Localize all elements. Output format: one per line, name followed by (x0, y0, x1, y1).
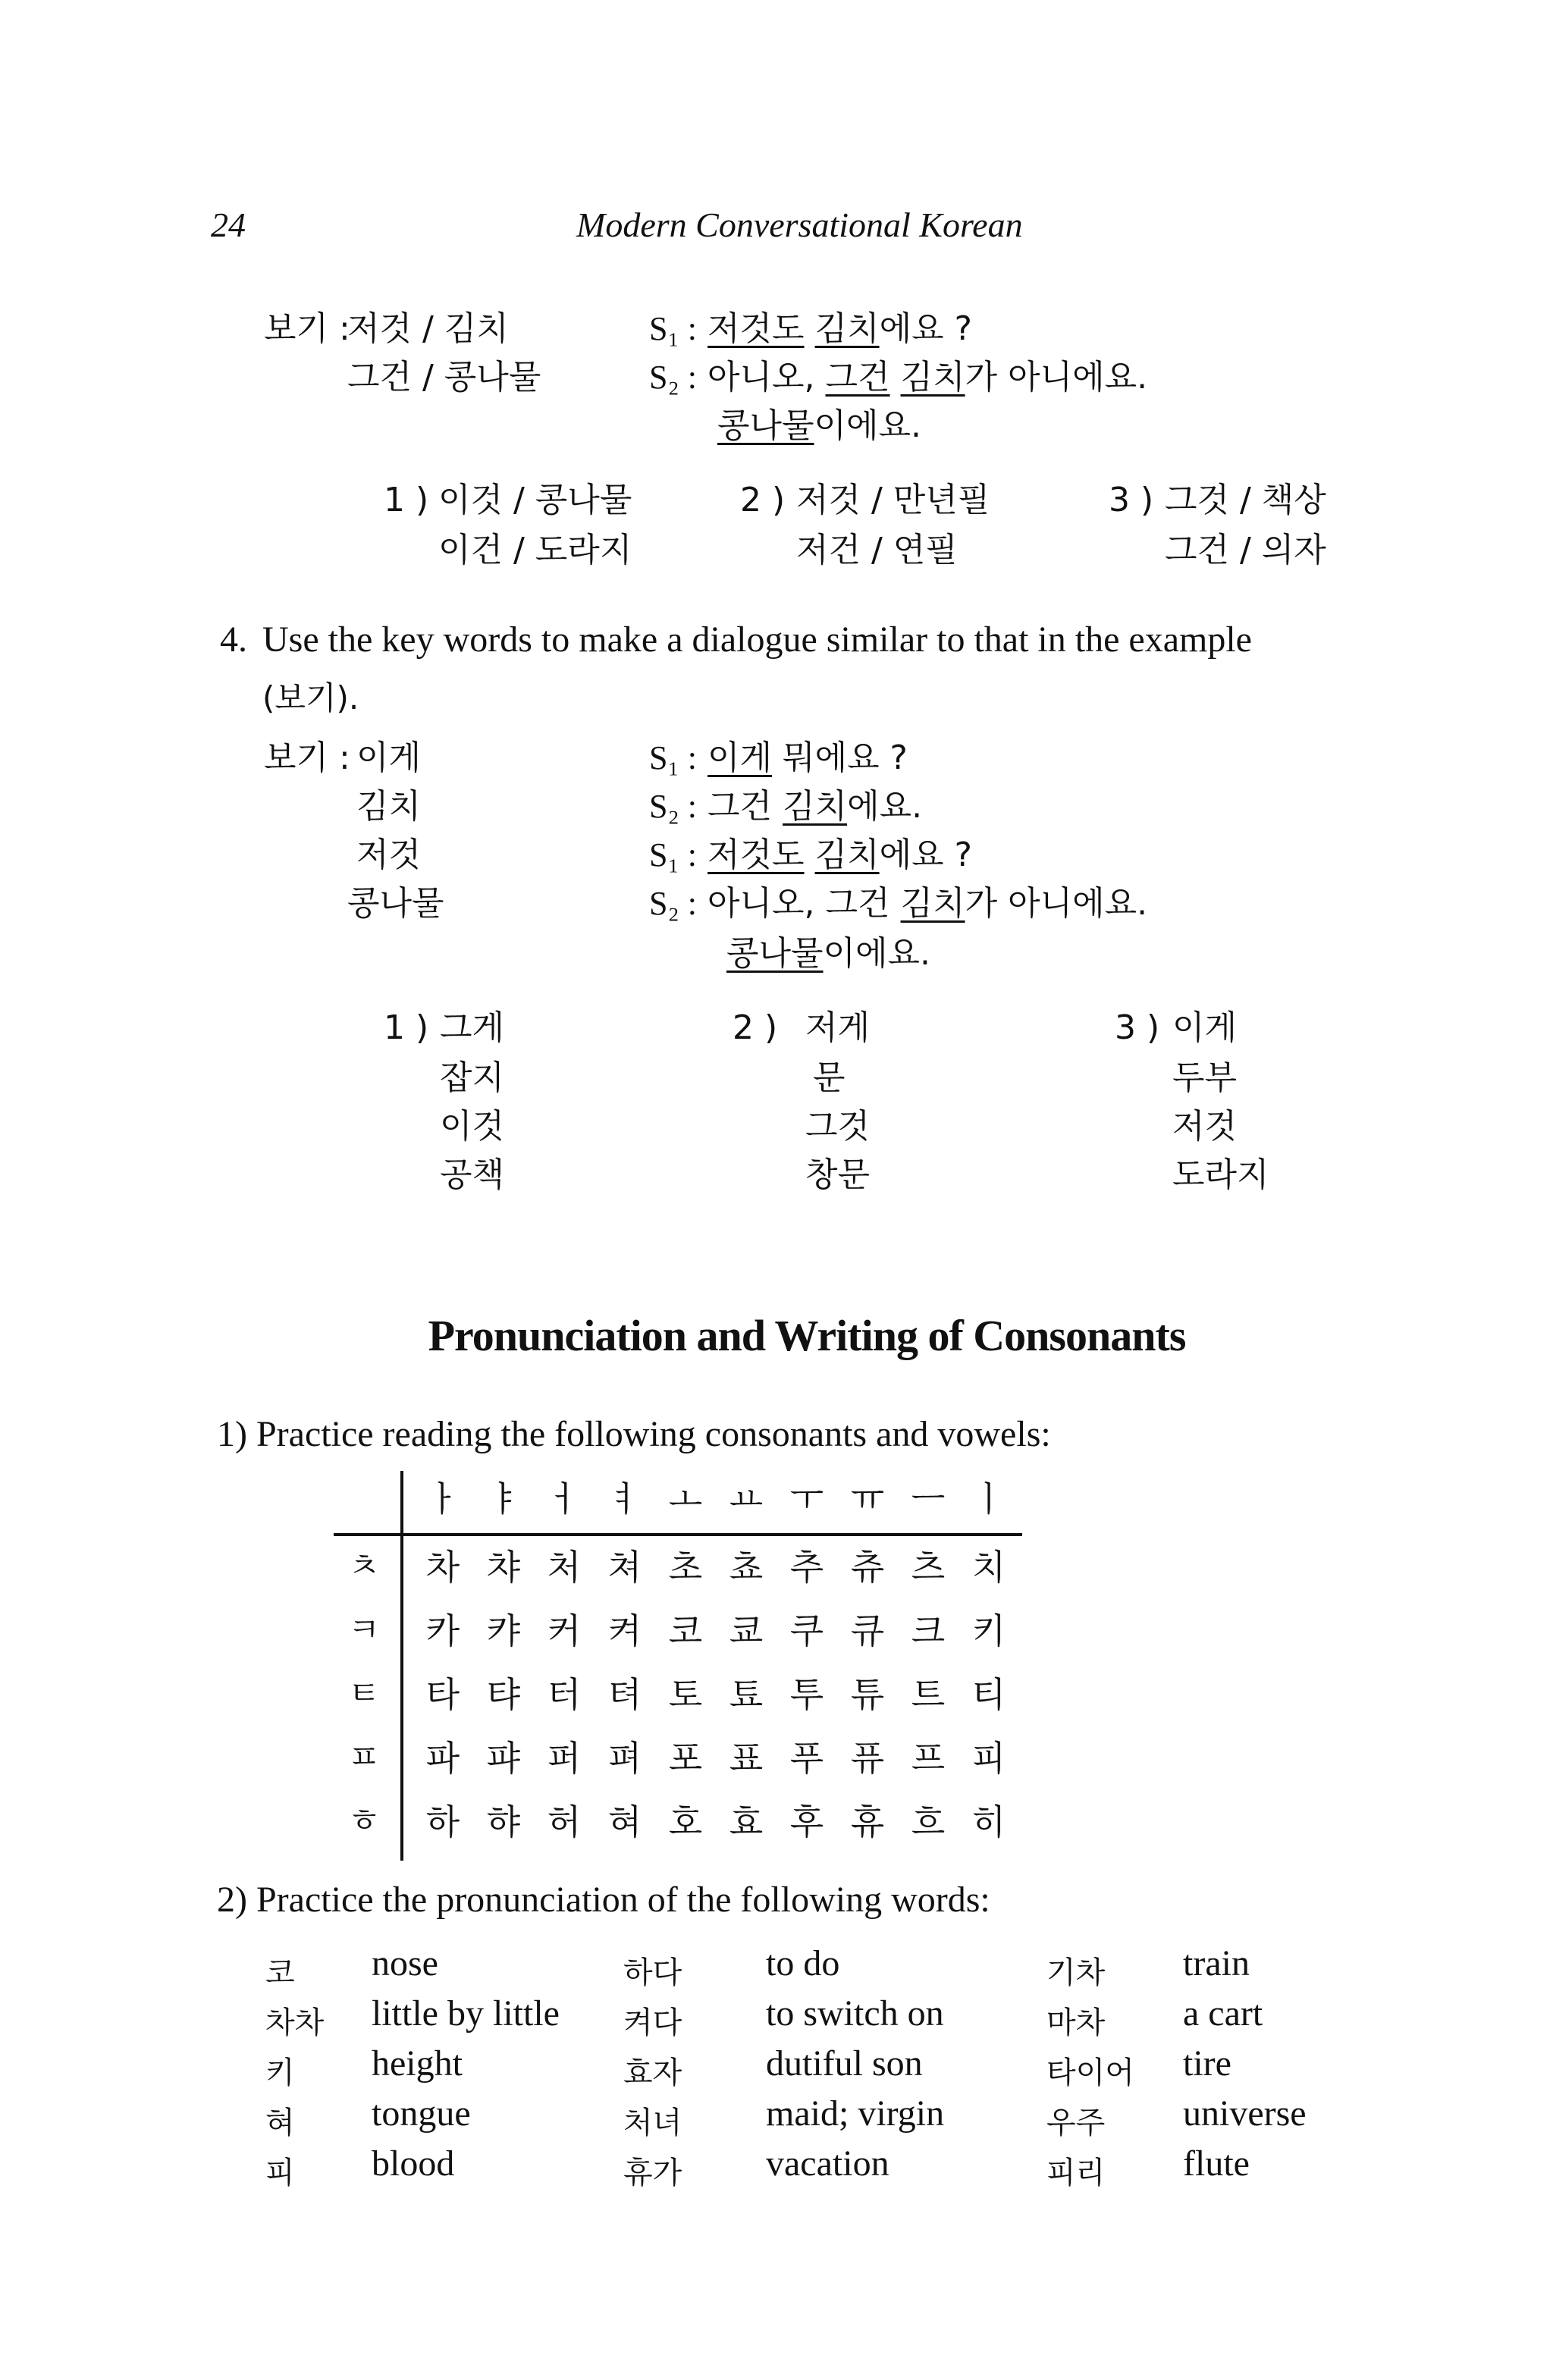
vocab-korean: 타이어 (1046, 2055, 1134, 2090)
syllable-cell: 히 (971, 1801, 1006, 1842)
vocab-english: train (1183, 1943, 1250, 1983)
vocab-english: flute (1183, 2143, 1250, 2184)
vocab-korean: 휴가 (623, 2156, 682, 2190)
text-fragment: 에요. (847, 787, 923, 826)
syllable-cell: 퓨 (850, 1738, 885, 1779)
ex4-item-1-word-2: 잡지 (440, 1058, 505, 1097)
syllable-cell: 티 (971, 1674, 1006, 1715)
syllable-cell: 허 (547, 1801, 582, 1842)
syllable-cell: 쿠 (789, 1610, 824, 1651)
syllable-cell: 피 (971, 1738, 1006, 1779)
vocab-korean: 코 (265, 1955, 295, 1990)
ex4-item-2-word-2: 문 (813, 1058, 846, 1097)
text-fragment: 이에요. (823, 934, 931, 973)
vocab-korean: 기차 (1046, 1955, 1106, 1990)
underlined-word: 저것도 (707, 836, 805, 874)
ex3-dialogue-line-2 (649, 358, 1148, 397)
syllable-cell: 차 (425, 1547, 460, 1588)
underlined-word: 김치 (814, 836, 880, 874)
practice-1-instruction: 1) Practice reading the following consonants and vowels: (217, 1414, 1051, 1454)
ex3-label: 보기 : (264, 309, 350, 348)
ex4-dialogue-line-3 (649, 836, 972, 874)
syllable-cell: 파 (425, 1738, 460, 1779)
speaker-s1: S₁ : (649, 739, 698, 776)
ex4-item-3-num: 3 ) (1115, 1008, 1160, 1047)
syllable-cell: 포 (668, 1738, 703, 1779)
vowel-header: ㅗ (668, 1478, 703, 1519)
consonant-label: ㅊ (347, 1547, 381, 1585)
syllable-cell: 켜 (607, 1610, 642, 1651)
underlined-word: 김치 (814, 309, 880, 348)
ex4-item-3-word-4: 도라지 (1172, 1156, 1269, 1194)
syllable-cell: 크 (911, 1610, 946, 1651)
vocab-english: maid; virgin (766, 2093, 945, 2134)
underlined-word: 김치 (900, 884, 965, 923)
running-title: Modern Conversational Korean (576, 205, 1023, 244)
table-vertical-rule (400, 1471, 403, 1861)
vocab-korean: 처녀 (623, 2106, 682, 2140)
vocab-english: vacation (766, 2143, 889, 2184)
ex4-item-2-word-4: 창문 (805, 1156, 871, 1194)
vocab-english: universe (1183, 2093, 1307, 2134)
ex3-cue-2: 그건 / 콩나물 (347, 358, 541, 397)
speaker-s1: S₁ : (649, 836, 698, 873)
underlined-word: 이게 (707, 738, 773, 777)
ex3-item-1-line-1: 이것 / 콩나물 (438, 481, 632, 519)
underlined-word: 콩나물 (726, 934, 824, 973)
ex4-instruction: Use the key words to make a dialogue similar to that in the example (262, 619, 1252, 660)
syllable-cell: 큐 (850, 1610, 885, 1651)
syllable-cell: 텨 (607, 1674, 642, 1715)
syllable-cell: 키 (971, 1610, 1006, 1651)
syllable-cell: 햐 (486, 1801, 521, 1842)
vocab-korean: 피 (265, 2156, 295, 2190)
ex3-cue-1: 저것 / 김치 (347, 309, 509, 348)
syllable-cell: 혀 (607, 1801, 642, 1842)
syllable-cell: 프 (911, 1738, 946, 1779)
syllable-cell: 툐 (729, 1674, 764, 1715)
consonant-label: ㅋ (347, 1610, 381, 1649)
syllable-cell: 추 (789, 1547, 824, 1588)
underlined-word: 그건 (825, 358, 890, 397)
vocab-english: nose (372, 1943, 438, 1983)
syllable-cell: 효 (729, 1801, 764, 1842)
ex4-item-2-word-1: 저게 (805, 1008, 871, 1047)
syllable-cell: 쳐 (607, 1547, 642, 1588)
syllable-cell: 캬 (486, 1610, 521, 1651)
ex4-dialogue-line-2 (649, 787, 923, 826)
syllable-cell: 쿄 (729, 1610, 764, 1651)
text-fragment: 뭐에요 ? (783, 738, 908, 777)
vocab-english: to do (766, 1943, 840, 1983)
syllable-cell: 카 (425, 1610, 460, 1651)
syllable-cell: 펴 (607, 1738, 642, 1779)
ex4-item-3-word-1: 이게 (1172, 1008, 1238, 1047)
syllable-cell: 츄 (850, 1547, 885, 1588)
vocab-english: blood (372, 2143, 455, 2184)
ex4-instruction-cont: (보기). (262, 679, 359, 717)
ex3-item-2-line-2: 저건 / 연필 (796, 531, 958, 569)
vocab-korean: 켜다 (623, 2005, 682, 2040)
vocab-english: little by little (372, 1993, 560, 2034)
text-fragment: 가 아니에요. (965, 884, 1148, 923)
syllable-cell: 토 (668, 1674, 703, 1715)
underlined-word: 김치 (783, 787, 848, 826)
speaker-s2: S₂ : (649, 788, 698, 825)
syllable-cell: 퍄 (486, 1738, 521, 1779)
syllable-cell: 푸 (789, 1738, 824, 1779)
table-horizontal-rule (334, 1533, 1022, 1536)
speaker-s2: S₂ : (649, 885, 698, 922)
syllable-cell: 커 (547, 1610, 582, 1651)
syllable-cell: 탸 (486, 1674, 521, 1715)
vowel-header: ㅣ (971, 1478, 1006, 1519)
ex3-item-3-line-1: 그것 / 책상 (1165, 481, 1326, 519)
ex3-item-3-num: 3 ) (1109, 481, 1154, 519)
vowel-header: ㅓ (547, 1478, 582, 1519)
ex3-item-3-line-2: 그건 / 의자 (1165, 531, 1326, 569)
syllable-cell: 퍼 (547, 1738, 582, 1779)
syllable-cell: 트 (911, 1674, 946, 1715)
text-fragment: 가 아니에요. (965, 358, 1148, 397)
ex4-cue-3: 저것 (356, 836, 422, 874)
vocab-english: dutiful son (766, 2043, 923, 2084)
ex4-number: 4. (220, 619, 247, 660)
consonant-label: ㅍ (347, 1738, 381, 1776)
syllable-cell: 치 (971, 1547, 1006, 1588)
syllable-cell: 흐 (911, 1801, 946, 1842)
vowel-header: ㅜ (789, 1478, 824, 1519)
text-fragment: 아니오, (707, 884, 815, 923)
syllable-cell: 호 (668, 1801, 703, 1842)
syllable-cell: 코 (668, 1610, 703, 1651)
underlined-word: 콩나물 (717, 406, 814, 445)
syllable-cell: 표 (729, 1738, 764, 1779)
syllable-cell: 타 (425, 1674, 460, 1715)
ex4-cue-1: 이게 (356, 738, 422, 777)
consonant-label: ㅌ (347, 1674, 381, 1713)
ex3-dialogue-line-1 (649, 309, 972, 348)
text-fragment: 이에요. (814, 406, 922, 445)
syllable-cell: 휴 (850, 1801, 885, 1842)
underlined-word: 저것도 (707, 309, 805, 348)
vocab-korean: 차차 (265, 2005, 325, 2040)
vowel-header: ㅠ (850, 1478, 885, 1519)
text-fragment: 그건 (825, 884, 890, 923)
vowel-header: ㅏ (425, 1478, 460, 1519)
vocab-english: tire (1183, 2043, 1231, 2084)
ex4-item-1-word-3: 이것 (440, 1107, 505, 1146)
consonant-label: ㅎ (347, 1801, 381, 1840)
ex4-cue-4: 콩나물 (347, 884, 444, 923)
syllable-cell: 튜 (850, 1674, 885, 1715)
text-fragment: 그건 (707, 787, 773, 826)
ex4-label: 보기 : (264, 738, 350, 777)
ex4-cue-2: 김치 (356, 787, 422, 826)
syllable-cell: 챠 (486, 1547, 521, 1588)
vocab-korean: 혀 (265, 2106, 295, 2140)
vocab-english: height (372, 2043, 463, 2084)
syllable-cell: 후 (789, 1801, 824, 1842)
ex4-item-3-word-2: 두부 (1172, 1058, 1238, 1097)
ex3-item-1-line-2: 이건 / 도라지 (438, 531, 632, 569)
ex4-item-2-num: 2 ) (733, 1008, 778, 1047)
ex4-item-3-word-3: 저것 (1172, 1107, 1238, 1146)
vocab-english: tongue (372, 2093, 471, 2134)
syllable-cell: 초 (668, 1547, 703, 1588)
vocab-korean: 우주 (1046, 2106, 1106, 2140)
underlined-word: 김치 (900, 358, 965, 397)
text-fragment: 아니오, (707, 358, 815, 397)
syllable-cell: 처 (547, 1547, 582, 1588)
vowel-header: ㅕ (607, 1478, 642, 1519)
vowel-header: ㅑ (486, 1478, 521, 1519)
vocab-english: a cart (1183, 1993, 1263, 2034)
ex3-item-2-num: 2 ) (740, 481, 786, 519)
text-fragment: 에요 ? (879, 836, 972, 874)
vocab-korean: 키 (265, 2055, 295, 2090)
vocab-korean: 마차 (1046, 2005, 1106, 2040)
ex4-item-1-word-1: 그게 (440, 1008, 505, 1047)
vocab-english: to switch on (766, 1993, 944, 2034)
speaker-s1: S₁ : (649, 310, 698, 347)
vocab-korean: 피리 (1046, 2156, 1106, 2190)
vowel-header: ㅛ (729, 1478, 764, 1519)
ex4-dialogue-line-4 (649, 884, 1148, 923)
syllable-cell: 투 (789, 1674, 824, 1715)
ex4-item-1-word-4: 공책 (440, 1156, 505, 1194)
vocab-korean: 하다 (623, 1955, 682, 1990)
vowel-header: ㅡ (911, 1478, 946, 1519)
syllable-cell: 쵸 (729, 1547, 764, 1588)
syllable-cell: 터 (547, 1674, 582, 1715)
ex3-item-1-num: 1 ) (384, 481, 429, 519)
ex3-item-2-line-1: 저것 / 만년필 (796, 481, 990, 519)
vocab-korean: 효자 (623, 2055, 682, 2090)
syllable-cell: 하 (425, 1801, 460, 1842)
ex4-dialogue-line-5 (726, 934, 931, 973)
text-fragment: 에요 ? (879, 309, 972, 348)
ex4-dialogue-line-1 (649, 738, 908, 777)
ex4-item-2-word-3: 그것 (805, 1107, 871, 1146)
page-number: 24 (211, 205, 246, 244)
practice-2-instruction: 2) Practice the pronunciation of the following words: (217, 1880, 990, 1920)
ex4-item-1-num: 1 ) (384, 1008, 429, 1047)
ex3-dialogue-line-3 (717, 406, 922, 445)
section-title: Pronunciation and Writing of Consonants (428, 1311, 1186, 1360)
syllable-cell: 츠 (911, 1547, 946, 1588)
speaker-s2: S₂ : (649, 359, 698, 396)
